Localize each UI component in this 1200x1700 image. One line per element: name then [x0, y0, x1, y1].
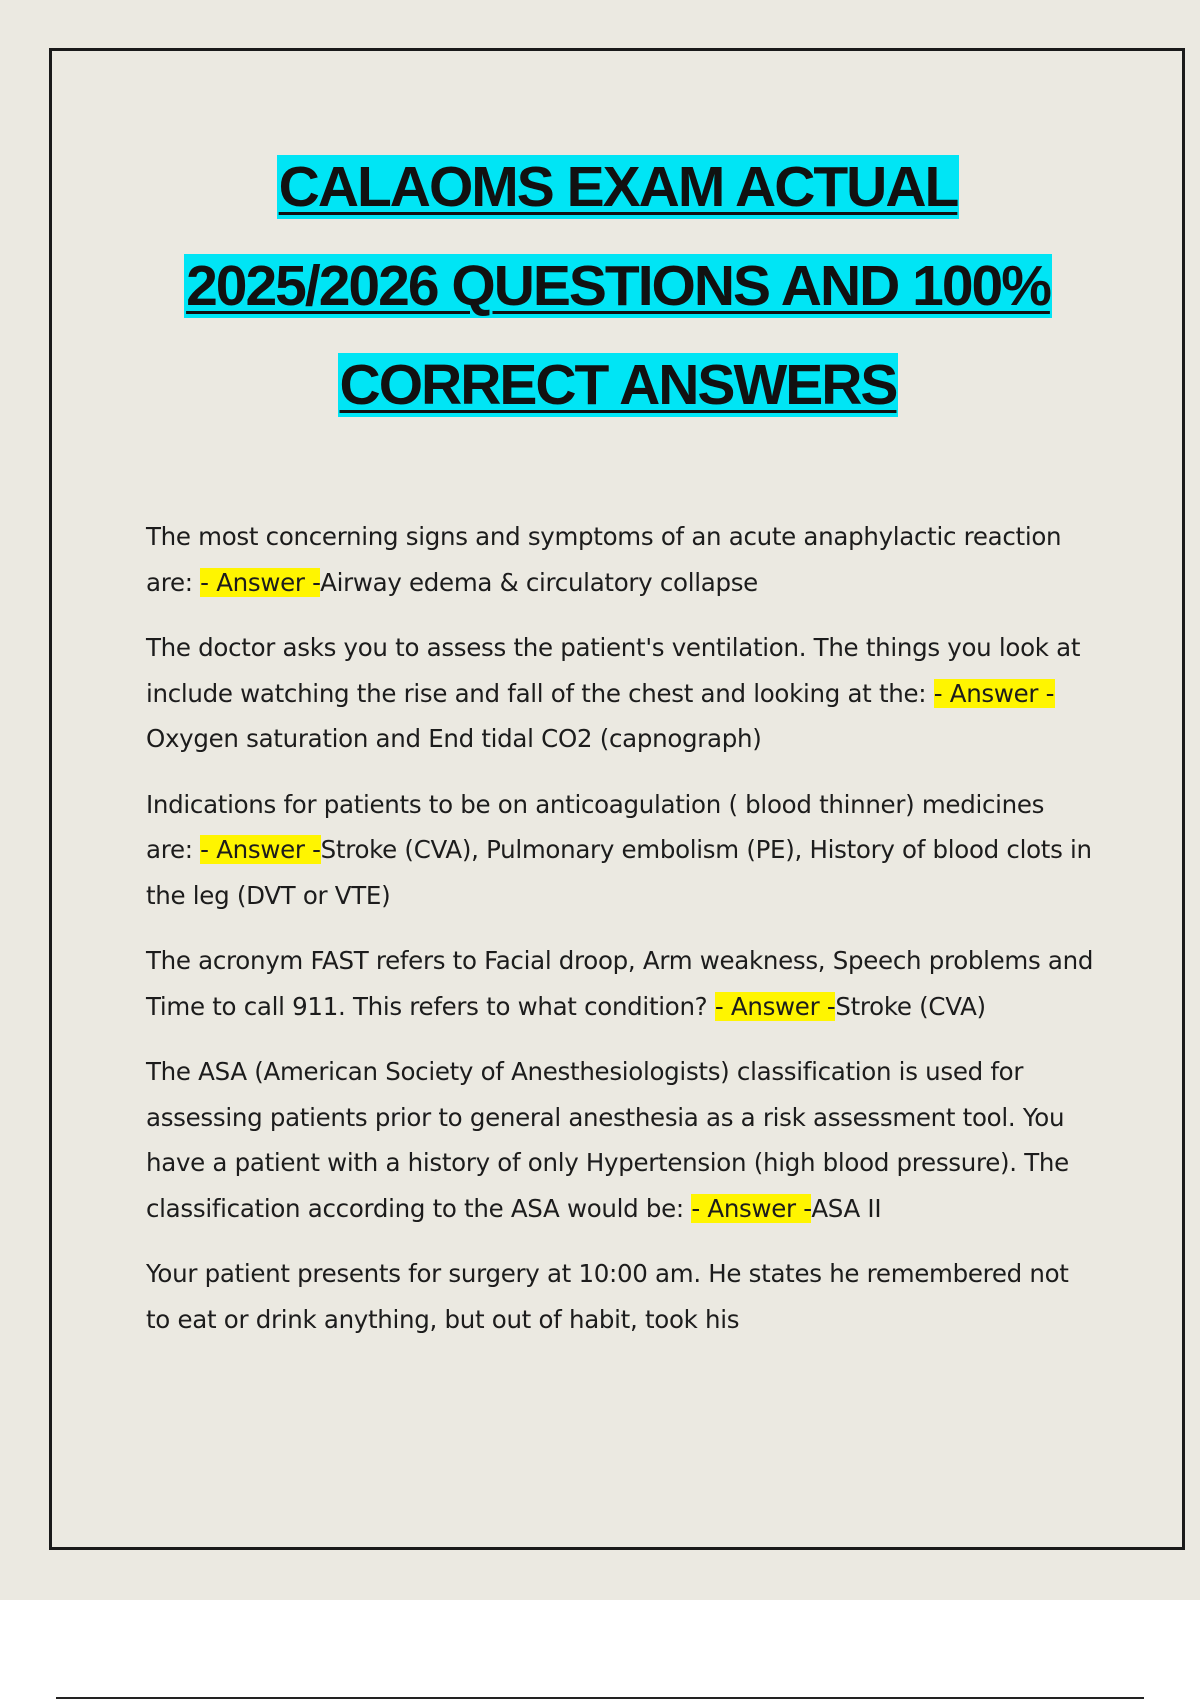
title-line-1 — [0, 138, 1200, 237]
answer-text: Stroke (CVA), Pulmonary embolism (PE), History of blood clots in the leg (DVT or VTE) — [146, 835, 1092, 910]
answer-marker: - Answer - — [691, 1193, 812, 1223]
question-text: Your patient presents for surgery at 10:00 am. He states he remembered not to eat or drink anything, but out of habit, took his — [146, 1259, 1069, 1334]
question-text: The doctor asks you to assess the patient's ventilation. The things you look at include watching the rise and fall of the chest and looking at the: — [146, 633, 1081, 708]
footer-divider — [56, 1697, 1144, 1699]
answer-text: Airway edema & circulatory collapse — [320, 567, 758, 597]
qa-item-2 — [146, 625, 1096, 762]
answer-text: Stroke (CVA) — [835, 991, 986, 1021]
qa-item-1 — [146, 514, 1096, 605]
answer-marker: - Answer - — [714, 991, 836, 1021]
title-text-3: CORRECT ANSWERS — [339, 353, 897, 417]
answer-text: Oxygen saturation and End tidal CO2 (capnograph) — [146, 724, 762, 753]
qa-list — [146, 514, 1096, 1362]
answer-marker: - Answer - — [200, 835, 321, 864]
document-title — [0, 138, 1200, 435]
qa-item-3 — [146, 782, 1096, 919]
question-text: The acronym FAST refers to Facial droop, Arm weakness, Speech problems and Time to call 911. This refers to what condition? — [146, 946, 1094, 1021]
title-line-2 — [0, 237, 1200, 336]
title-text-1: CALAOMS EXAM ACTUAL — [278, 155, 958, 219]
qa-item-4 — [146, 938, 1096, 1029]
answer-marker: - Answer - — [933, 678, 1055, 708]
title-line-3 — [0, 336, 1200, 435]
answer-text: ASA II — [811, 1193, 882, 1223]
qa-item-5 — [146, 1049, 1096, 1231]
title-text-2: 2025/2026 QUESTIONS AND 100% — [186, 254, 1050, 318]
question-text: Indications for patients to be on anticoagulation ( blood thinner) medicines are: — [146, 789, 1045, 864]
answer-marker: - Answer - — [200, 567, 321, 597]
question-text: The most concerning signs and symptoms of an acute anaphylactic reaction are: — [146, 522, 1062, 597]
question-text: The ASA (American Society of Anesthesiologists) classification is used for assessing patients prior to general anesthesia as a risk assessment tool. You have a patient with a history of only Hypertension (high blood pressure). The classification according to the ASA would be: — [146, 1057, 1069, 1223]
qa-item-6 — [146, 1251, 1096, 1342]
